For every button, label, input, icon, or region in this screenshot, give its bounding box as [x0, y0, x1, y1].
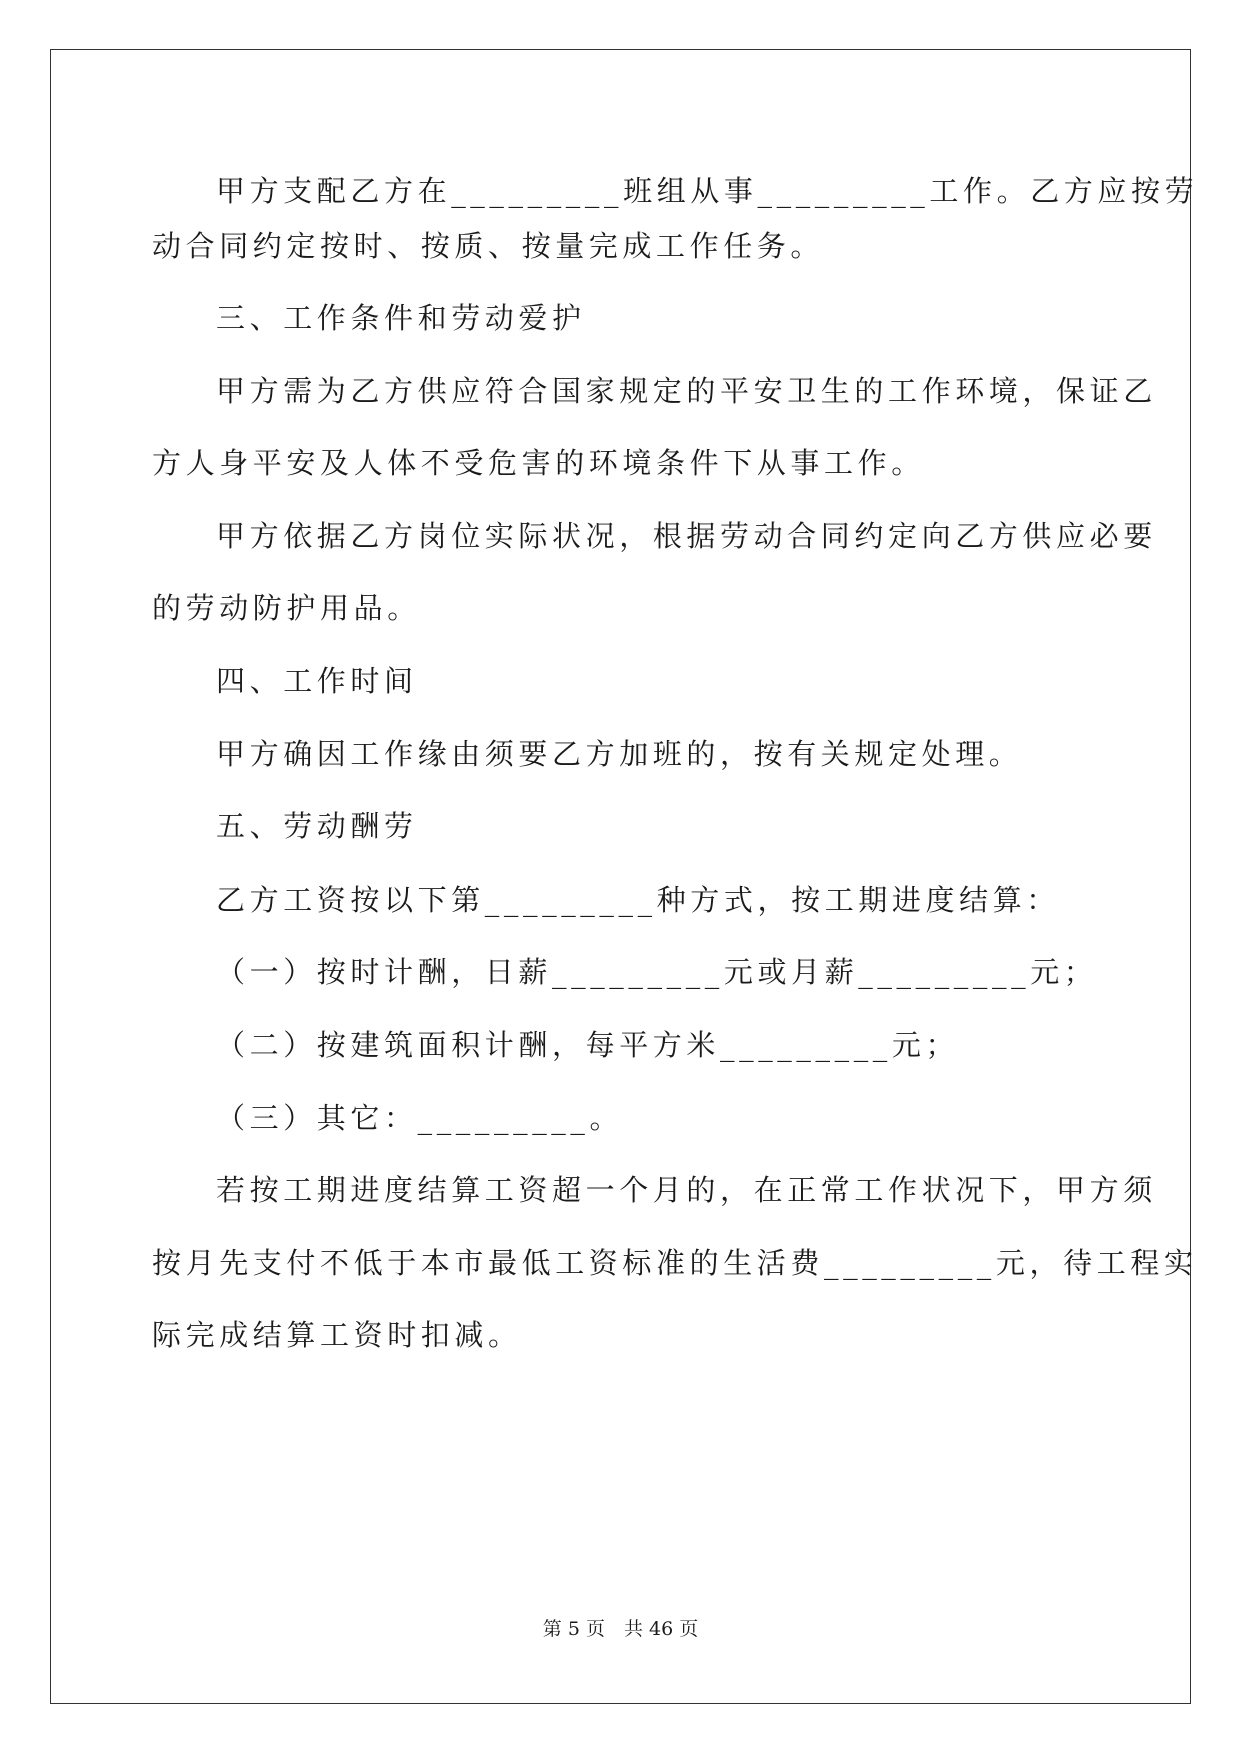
- option-line-3: （三）其它：_________。: [216, 1101, 624, 1135]
- paragraph-line-16: 按月先支付不低于本市最低工资标准的生活费_________元，待工程实: [152, 1246, 1198, 1280]
- page-number-footer: 第 5 页 共 46 页: [542, 1618, 699, 1640]
- paragraph-line-9: 甲方确因工作缘由须要乙方加班的，按有关规定处理。: [216, 737, 1023, 771]
- paragraph-line-11: 乙方工资按以下第_________种方式，按工期进度结算：: [216, 883, 1060, 917]
- option-line-1: （一）按时计酬，日薪_________元或月薪_________元；: [216, 955, 1098, 989]
- section-heading-3: 三、工作条件和劳动爱护: [216, 301, 586, 335]
- paragraph-line-4: 甲方需为乙方供应符合国家规定的平安卫生的工作环境，保证乙: [216, 374, 1157, 408]
- paragraph-line-6: 甲方依据乙方岗位实际状况，根据劳动合同约定向乙方供应必要: [216, 519, 1157, 553]
- paragraph-line-15: 若按工期进度结算工资超一个月的，在正常工作状况下，甲方须: [216, 1173, 1157, 1207]
- paragraph-line-2: 动合同约定按时、按质、按量完成工作任务。: [152, 229, 825, 263]
- section-heading-5: 五、劳动酬劳: [216, 809, 418, 843]
- paragraph-line-17: 际完成结算工资时扣减。: [152, 1318, 522, 1352]
- paragraph-line-5: 方人身平安及人体不受危害的环境条件下从事工作。: [152, 446, 925, 480]
- option-line-2: （二）按建筑面积计酬，每平方米_________元；: [216, 1028, 960, 1062]
- section-heading-4: 四、工作时间: [216, 664, 418, 698]
- paragraph-line-7: 的劳动防护用品。: [152, 591, 421, 625]
- paragraph-line-1: 甲方支配乙方在_________班组从事_________工作。乙方应按劳: [216, 174, 1199, 208]
- page-border: [50, 49, 1191, 1704]
